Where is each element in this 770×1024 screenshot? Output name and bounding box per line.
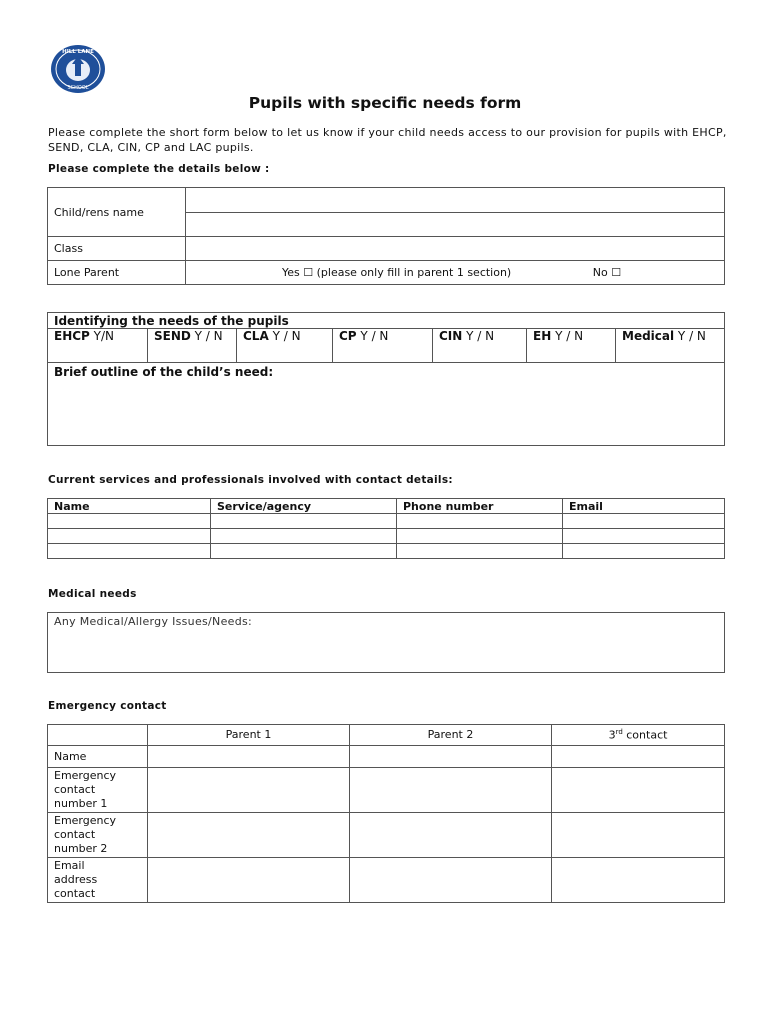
table-row	[48, 529, 725, 544]
need-send[interactable]	[148, 329, 237, 363]
need-cla-options: Y / N	[268, 329, 301, 343]
services-cell[interactable]	[397, 529, 563, 544]
services-cell[interactable]	[397, 514, 563, 529]
need-send-options: Y / N	[190, 329, 223, 343]
emergency-heading: Emergency contact	[48, 700, 167, 712]
child-name-field[interactable]	[186, 188, 725, 213]
services-cell[interactable]	[48, 514, 211, 529]
child-name-field-2[interactable]	[186, 212, 725, 237]
lone-parent-yes[interactable]: Yes ☐ (please only fill in parent 1 section)	[282, 266, 512, 279]
need-ehcp-label: EHCP	[54, 329, 90, 343]
emergency-col-3rd-sup: rd	[615, 728, 623, 736]
need-cla-label: CLA	[243, 329, 269, 343]
table-row	[48, 514, 725, 529]
need-cp-label: CP	[339, 329, 357, 343]
emergency-cell[interactable]	[148, 813, 350, 858]
need-medical[interactable]	[616, 329, 725, 363]
medical-box-label: Any Medical/Allergy Issues/Needs:	[54, 615, 253, 628]
lone-parent-field[interactable]	[186, 261, 725, 285]
need-cp[interactable]	[333, 329, 433, 363]
services-heading: Current services and professionals involved with contact details:	[48, 474, 453, 486]
emergency-row-label: Email address contact	[48, 858, 148, 903]
services-cell[interactable]	[563, 514, 725, 529]
need-medical-label: Medical	[622, 329, 675, 343]
table-row	[48, 746, 725, 768]
table-row	[48, 813, 725, 858]
emergency-col-parent1: Parent 1	[148, 725, 350, 746]
emergency-table	[47, 724, 725, 903]
emergency-cell[interactable]	[350, 768, 552, 813]
emergency-cell[interactable]	[552, 746, 725, 768]
emergency-cell[interactable]	[148, 768, 350, 813]
svg-text:HILL LANE: HILL LANE	[62, 49, 94, 55]
services-cell[interactable]	[397, 544, 563, 559]
emergency-col-3rd-text: contact	[622, 728, 668, 742]
need-send-label: SEND	[154, 329, 191, 343]
emergency-cell[interactable]	[148, 858, 350, 903]
services-cell[interactable]	[563, 529, 725, 544]
services-col-email: Email	[563, 499, 725, 514]
need-eh[interactable]	[527, 329, 616, 363]
emergency-cell[interactable]	[552, 768, 725, 813]
emergency-col-3rd	[552, 725, 725, 746]
need-cin-label: CIN	[439, 329, 463, 343]
emergency-row-label: Emergency contact number 2	[48, 813, 148, 858]
school-logo	[50, 44, 106, 94]
svg-text:SCHOOL: SCHOOL	[67, 85, 89, 91]
emergency-cell[interactable]	[350, 813, 552, 858]
need-cp-options: Y / N	[356, 329, 389, 343]
medical-heading: Medical needs	[48, 588, 137, 600]
emergency-col-3rd-num: 3	[608, 728, 616, 742]
emergency-cell[interactable]	[350, 746, 552, 768]
services-col-name: Name	[48, 499, 211, 514]
services-cell[interactable]	[48, 529, 211, 544]
services-cell[interactable]	[48, 544, 211, 559]
emergency-cell[interactable]	[350, 858, 552, 903]
services-cell[interactable]	[563, 544, 725, 559]
details-heading: Please complete the details below :	[48, 163, 270, 175]
intro-text: Please complete the short form below to let us know if your child needs access to our provision for pupils with EHCP, SEND, CLA, CIN, CP and LAC pupils.	[48, 126, 727, 154]
lone-parent-no[interactable]: No ☐	[592, 266, 622, 279]
need-eh-options: Y / N	[551, 329, 584, 343]
emergency-col-parent2: Parent 2	[350, 725, 552, 746]
brief-outline-label: Brief outline of the child’s need:	[54, 365, 274, 379]
class-field[interactable]	[186, 237, 725, 261]
services-col-phone: Phone number	[397, 499, 563, 514]
page-title: Pupils with specific needs form	[248, 94, 522, 112]
brief-outline-field[interactable]	[48, 363, 725, 446]
need-ehcp[interactable]	[48, 329, 148, 363]
services-table	[47, 498, 725, 559]
emergency-row-label: Emergency contact number 1	[48, 768, 148, 813]
need-medical-options: Y / N	[674, 329, 706, 343]
table-row	[48, 768, 725, 813]
services-col-agency: Service/agency	[211, 499, 397, 514]
lone-parent-label: Lone Parent	[48, 261, 186, 285]
services-cell[interactable]	[211, 529, 397, 544]
child-name-label: Child/rens name	[48, 188, 186, 237]
needs-table	[47, 312, 725, 446]
need-ehcp-options: Y/N	[89, 329, 115, 343]
class-label: Class	[48, 237, 186, 261]
emergency-corner	[48, 725, 148, 746]
emergency-cell[interactable]	[552, 813, 725, 858]
emergency-cell[interactable]	[552, 858, 725, 903]
need-eh-label: EH	[533, 329, 552, 343]
table-row	[48, 544, 725, 559]
services-cell[interactable]	[211, 514, 397, 529]
table-row	[48, 858, 725, 903]
need-cla[interactable]	[237, 329, 333, 363]
details-table	[47, 187, 725, 285]
need-cin[interactable]	[433, 329, 527, 363]
emergency-row-label: Name	[48, 746, 148, 768]
emergency-cell[interactable]	[148, 746, 350, 768]
need-cin-options: Y / N	[462, 329, 495, 343]
medical-box[interactable]	[47, 612, 725, 673]
needs-heading: Identifying the needs of the pupils	[48, 313, 725, 329]
services-cell[interactable]	[211, 544, 397, 559]
